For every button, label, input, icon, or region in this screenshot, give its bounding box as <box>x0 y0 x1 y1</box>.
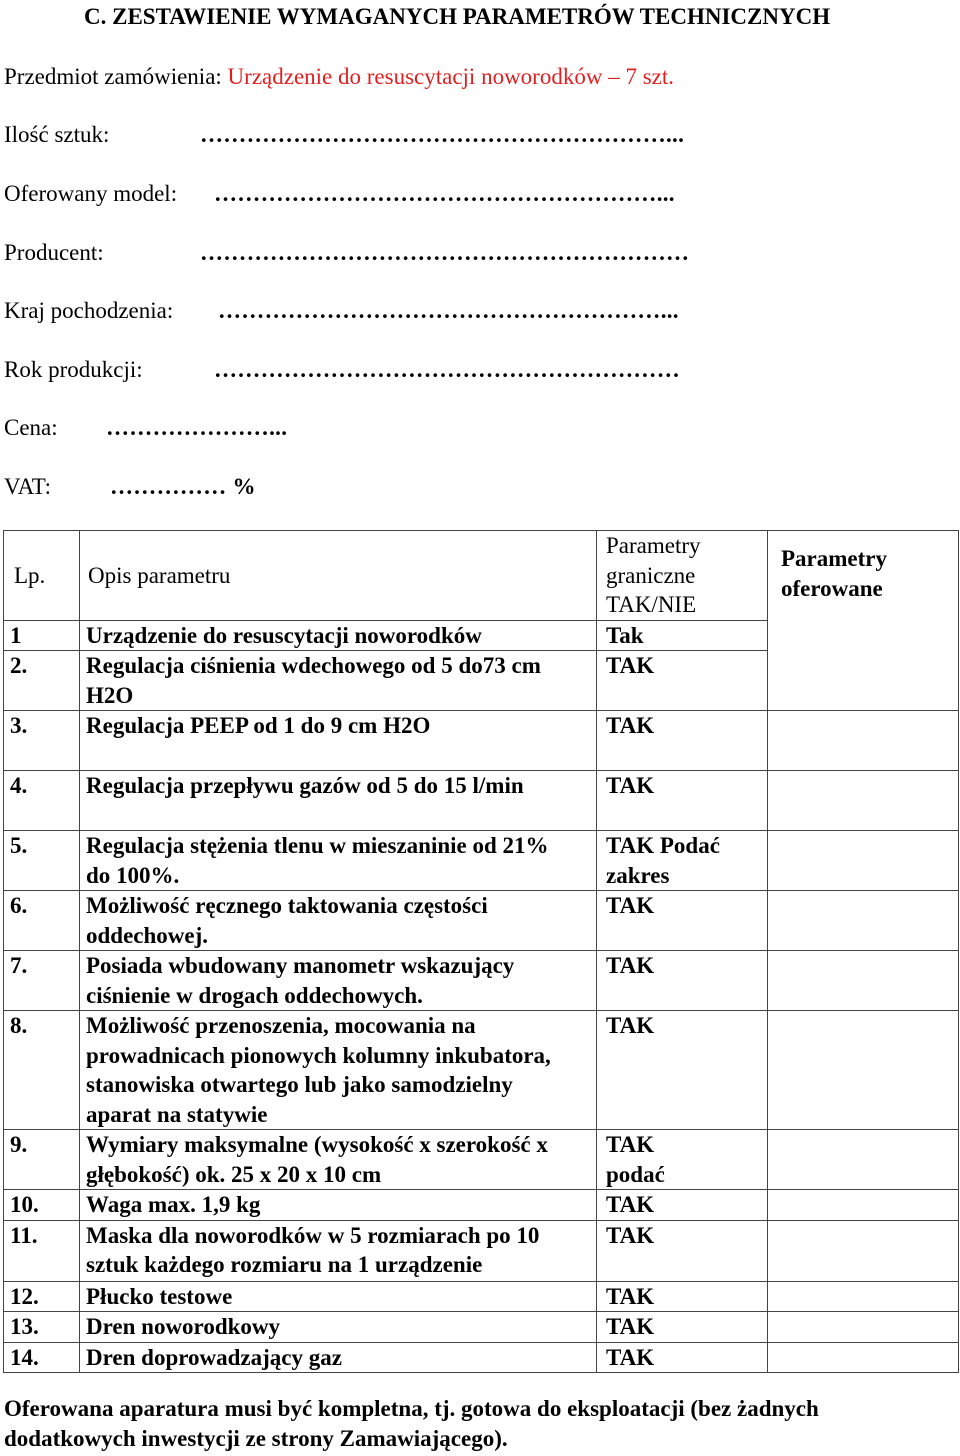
row-offered <box>768 1281 959 1312</box>
field-label-quantity: Ilość sztuk: <box>4 122 110 147</box>
row-lp: 11. <box>4 1220 80 1281</box>
header-limit-line-3: TAK/NIE <box>606 592 697 617</box>
row-limit: TAK <box>597 1312 768 1343</box>
field-dots-producer: ……………………………………………………… <box>200 240 690 265</box>
header-offered <box>768 531 959 711</box>
header-limit-line-1: Parametry <box>606 533 701 558</box>
table-row <box>4 1312 959 1343</box>
table-row <box>4 1011 959 1130</box>
row-lp: 12. <box>4 1281 80 1312</box>
row-description: Dren doprowadzający gaz <box>80 1342 597 1373</box>
page-title: C. ZESTAWIENIE WYMAGANYCH PARAMETRÓW TECHNICZNYCH <box>84 4 831 29</box>
row-offered <box>768 1220 959 1281</box>
field-label-year: Rok produkcji: <box>4 357 143 382</box>
row-offered <box>768 1312 959 1343</box>
row-description: Regulacja PEEP od 1 do 9 cm H2O <box>80 711 597 771</box>
footer-note: Oferowana aparatura musi być kompletna, tj. gotowa do eksploatacji (bez żadnych dodatkowych inwestycji ze strony Zamawiającego). <box>4 1396 819 1451</box>
table-row <box>4 1220 959 1281</box>
row-limit: TAK Podać zakres <box>597 831 768 891</box>
row-description: Dren noworodkowy <box>80 1312 597 1343</box>
row-lp: 10. <box>4 1190 80 1221</box>
row-limit: TAK <box>597 711 768 771</box>
row-offered <box>768 1190 959 1221</box>
row-limit: TAK podać <box>597 1130 768 1190</box>
field-dots-year: …………………………………………………… <box>214 357 680 382</box>
header-limit <box>597 531 768 621</box>
field-dots-country: …………………………………………………... <box>218 298 679 323</box>
field-label-producer: Producent: <box>4 240 104 265</box>
field-label-country: Kraj pochodzenia: <box>4 298 174 323</box>
row-limit: TAK <box>597 651 768 711</box>
row-limit: TAK <box>597 1342 768 1373</box>
row-lp: 6. <box>4 891 80 951</box>
row-offered <box>768 771 959 831</box>
row-limit: TAK <box>597 1220 768 1281</box>
row-lp: 3. <box>4 711 80 771</box>
table-row <box>4 831 959 891</box>
row-description: Wymiary maksymalne (wysokość x szerokość x głębokość) ok. 25 x 20 x 10 cm <box>80 1130 597 1190</box>
row-lp: 7. <box>4 951 80 1011</box>
row-lp: 14. <box>4 1342 80 1373</box>
row-description: Płucko testowe <box>80 1281 597 1312</box>
field-dots-quantity: ……………………………………………………... <box>200 122 685 147</box>
row-offered <box>768 1130 959 1190</box>
row-description: Regulacja stężenia tlenu w mieszaninie od 21% do 100%. <box>80 831 597 891</box>
subject-line <box>4 64 674 90</box>
row-limit: TAK <box>597 1281 768 1312</box>
row-description: Maska dla noworodków w 5 rozmiarach po 10 sztuk każdego rozmiaru na 1 urządzenie <box>80 1220 597 1281</box>
row-limit: TAK <box>597 951 768 1011</box>
table-row <box>4 1130 959 1190</box>
field-label-model: Oferowany model: <box>4 181 178 206</box>
header-offered-line-2: oferowane <box>781 575 883 601</box>
row-lp: 2. <box>4 651 80 711</box>
field-dots-model: …………………………………………………... <box>214 181 675 206</box>
header-offered-line-1: Parametry <box>781 546 887 571</box>
row-lp: 5. <box>4 831 80 891</box>
row-offered <box>768 1011 959 1130</box>
subject-label: Przedmiot zamówienia: <box>4 64 222 89</box>
field-label-price: Cena: <box>4 415 58 440</box>
field-label-vat: VAT: <box>4 474 51 499</box>
header-limit-line-2: graniczne <box>606 562 696 588</box>
row-description: Regulacja ciśnienia wdechowego od 5 do73 cm H2O <box>80 651 597 711</box>
row-description: Posiada wbudowany manometr wskazujący ciśnienie w drogach oddechowych. <box>80 951 597 1011</box>
table-row <box>4 951 959 1011</box>
parameters-table <box>3 530 959 1373</box>
row-description: Urządzenie do resuscytacji noworodków <box>80 620 597 651</box>
row-description: Możliwość przenoszenia, mocowania na prowadnicach pionowych kolumny inkubatora, stanowiska otwartego lub jako samodzielny aparat na statywie <box>80 1011 597 1130</box>
row-description: Regulacja przepływu gazów od 5 do 15 l/min <box>80 771 597 831</box>
header-lp: Lp. <box>4 531 80 621</box>
table-row <box>4 891 959 951</box>
row-offered <box>768 711 959 771</box>
subject-value: Urządzenie do resuscytacji noworodków – 7 szt. <box>227 64 674 89</box>
row-offered <box>768 891 959 951</box>
row-lp: 13. <box>4 1312 80 1343</box>
table-row <box>4 1281 959 1312</box>
row-limit: TAK <box>597 891 768 951</box>
field-dots-vat: …………… % <box>110 474 256 499</box>
field-dots-price: …………………... <box>106 415 288 440</box>
row-description: Waga max. 1,9 kg <box>80 1190 597 1221</box>
table-row <box>4 1190 959 1221</box>
table-header-row <box>4 531 959 621</box>
row-lp: 8. <box>4 1011 80 1130</box>
header-description: Opis parametru <box>80 531 597 621</box>
row-limit: TAK <box>597 1190 768 1221</box>
row-lp: 9. <box>4 1130 80 1190</box>
row-lp: 1 <box>4 620 80 651</box>
table-row <box>4 1342 959 1373</box>
row-limit: TAK <box>597 771 768 831</box>
row-lp: 4. <box>4 771 80 831</box>
table-row <box>4 771 959 831</box>
row-offered <box>768 1342 959 1373</box>
row-description: Możliwość ręcznego taktowania częstości oddechowej. <box>80 891 597 951</box>
row-limit: TAK <box>597 1011 768 1130</box>
table-row <box>4 711 959 771</box>
row-offered <box>768 951 959 1011</box>
row-offered <box>768 831 959 891</box>
row-limit: Tak <box>597 620 768 651</box>
